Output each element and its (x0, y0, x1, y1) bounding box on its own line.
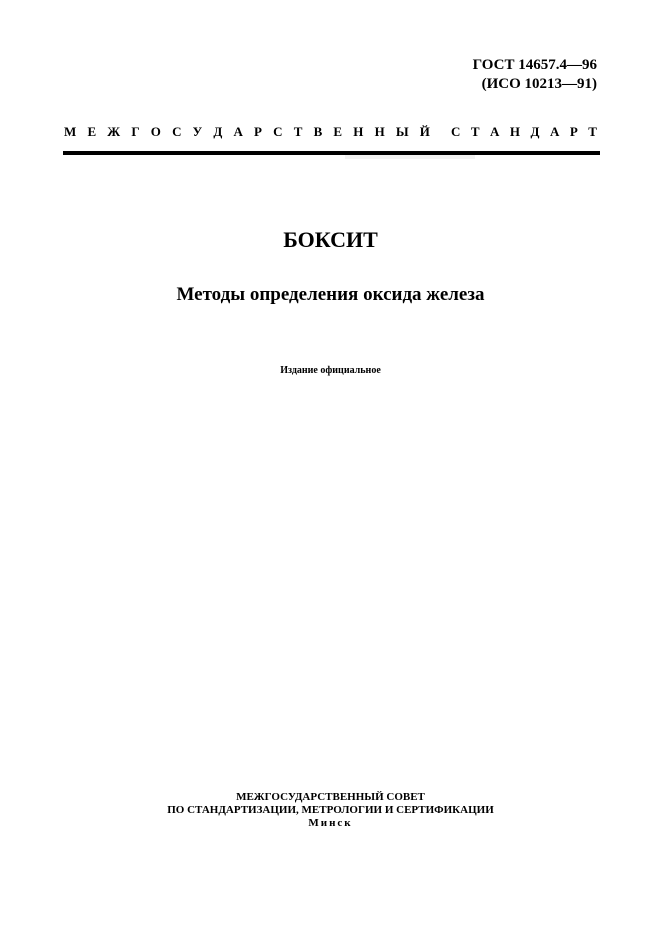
standard-type-letter: Н (353, 124, 364, 139)
standard-type-letter: Ж (107, 124, 121, 139)
standard-type-letter: С (172, 124, 182, 139)
document-title: БОКСИТ (283, 227, 378, 252)
standard-type-letter: А (233, 124, 243, 139)
standard-type-letter: Т (470, 124, 480, 139)
standard-type-letter: Н (374, 124, 385, 139)
standard-type-letter: В (313, 124, 323, 139)
standard-type-letter: С (451, 124, 461, 139)
edition-note: Издание официальное (280, 365, 381, 376)
standard-type-letter: У (192, 124, 203, 139)
standard-type-letter: Д (213, 124, 223, 139)
document-number-block (473, 56, 597, 94)
bleed-through-mark (345, 155, 475, 159)
standard-type-word-standard (451, 124, 597, 140)
standard-type-letter: Т (588, 124, 597, 139)
standard-type-letter: Ы (395, 124, 409, 139)
standard-type-letter: М (64, 124, 77, 139)
heading-rule (63, 151, 600, 155)
gost-number: ГОСТ 14657.4—96 (472, 57, 597, 73)
standard-type-letter: Е (333, 124, 343, 139)
standard-type-heading (64, 124, 597, 140)
iso-number: (ИСО 10213—91) (481, 76, 597, 92)
publisher-line-2: ПО СТАНДАРТИЗАЦИИ, МЕТРОЛОГИИ И СЕРТИФИКАЦИИ (167, 804, 494, 816)
standard-type-letter: Н (509, 124, 521, 139)
document-subtitle: Методы определения оксида железа (176, 284, 485, 305)
standard-type-letter: Г (131, 124, 140, 139)
standard-type-word-interstate (64, 124, 430, 140)
standard-type-letter: Д (530, 124, 540, 139)
standard-type-letter: С (273, 124, 283, 139)
standard-type-letter: О (150, 124, 161, 139)
publisher-city: Минск (308, 817, 353, 829)
standard-type-letter: А (549, 124, 560, 139)
standard-type-letter: Р (569, 124, 578, 139)
standard-type-letter: Р (254, 124, 262, 139)
standard-type-letter: Й (419, 124, 430, 139)
publisher-block (0, 791, 661, 830)
standard-type-letter: Е (87, 124, 97, 139)
publisher-line-1: МЕЖГОСУДАРСТВЕННЫЙ СОВЕТ (236, 791, 425, 803)
standard-type-letter: А (490, 124, 500, 139)
standard-type-letter: Т (293, 124, 303, 139)
